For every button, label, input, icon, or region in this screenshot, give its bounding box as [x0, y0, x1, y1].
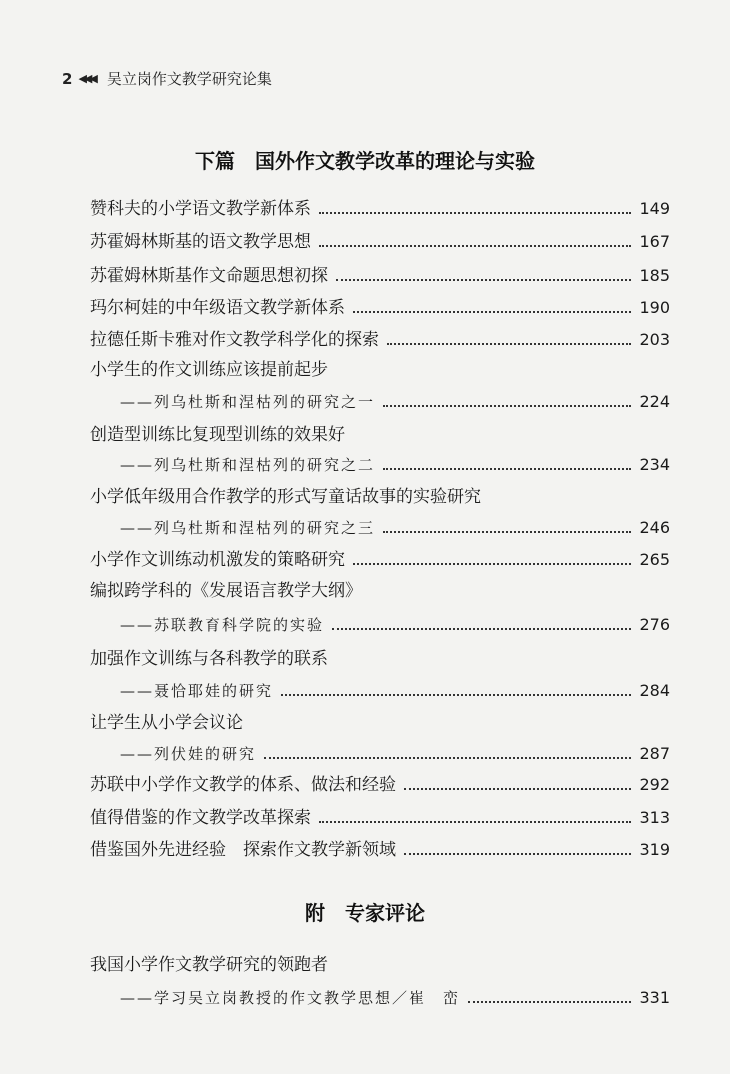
entry-page: 190	[639, 298, 670, 317]
entry-page: 284	[639, 681, 670, 700]
entry-subtitle: ——苏联教育科学院的实验	[120, 616, 325, 634]
entry-page: 265	[639, 550, 670, 569]
toc-subentry	[120, 983, 670, 1011]
entry-title: 苏霍姆林斯基的语文教学思想	[90, 232, 311, 252]
entry-title: 拉德任斯卡雅对作文教学科学化的探索	[90, 330, 379, 350]
toc-subentry	[120, 513, 670, 541]
entry-page: 149	[639, 199, 670, 218]
entry-page: 167	[639, 232, 670, 251]
dot-leader	[404, 853, 631, 855]
entry-page: 234	[639, 455, 670, 474]
entry-title: 编拟跨学科的《发展语言教学大纲》	[90, 581, 362, 601]
dot-leader	[264, 757, 631, 759]
book-title: 吴立岗作文教学研究论集	[106, 70, 272, 88]
dot-leader	[383, 405, 631, 407]
entry-page: 276	[639, 615, 670, 634]
dot-leader	[383, 531, 631, 533]
entry-page: 246	[639, 518, 670, 537]
entry-page: 319	[639, 840, 670, 859]
running-header	[62, 68, 272, 89]
dot-leader	[383, 468, 631, 470]
dot-leader	[404, 788, 631, 790]
entry-page: 224	[639, 392, 670, 411]
entry-title: 小学作文训练动机激发的策略研究	[90, 550, 345, 570]
entry-title: 值得借鉴的作文教学改革探索	[90, 808, 311, 828]
page-number: 2	[62, 69, 73, 88]
dot-leader	[387, 343, 631, 345]
toc-subentry	[120, 676, 670, 704]
entry-title: 让学生从小学会议论	[90, 713, 243, 733]
entry-subtitle: ——列伏娃的研究	[120, 745, 257, 763]
toc-entry	[90, 835, 670, 863]
toc-subentry	[120, 450, 670, 478]
dot-leader	[353, 563, 631, 565]
entry-page: 331	[639, 988, 670, 1007]
entry-title: 小学低年级用合作教学的形式写童话故事的实验研究	[90, 487, 481, 507]
dot-leader	[281, 694, 631, 696]
entry-title: 赞科夫的小学语文教学新体系	[90, 199, 311, 219]
arrows-icon: ◀◀◀	[78, 72, 95, 85]
dot-leader	[332, 628, 631, 630]
toc-subentry	[120, 387, 670, 415]
entry-title: 创造型训练比复现型训练的效果好	[90, 425, 345, 445]
entry-page: 203	[639, 330, 670, 349]
entry-subtitle: ——聂恰耶娃的研究	[120, 682, 274, 700]
dot-leader	[353, 311, 631, 313]
entry-subtitle: ——列乌杜斯和涅枯列的研究之三	[120, 519, 376, 537]
toc-entry	[90, 227, 670, 255]
dot-leader	[468, 1001, 631, 1003]
toc-entry	[90, 803, 670, 831]
entry-subtitle: ——列乌杜斯和涅枯列的研究之二	[120, 456, 376, 474]
dot-leader	[319, 245, 631, 247]
section-title-lower: 下篇 国外作文教学改革的理论与实验	[195, 149, 535, 173]
entry-page: 292	[639, 775, 670, 794]
dot-leader	[336, 279, 631, 281]
toc-entry	[90, 770, 670, 798]
toc-subentry	[120, 610, 670, 638]
entry-title: 小学生的作文训练应该提前起步	[90, 360, 328, 380]
entry-title: 玛尔柯娃的中年级语文教学新体系	[90, 298, 345, 318]
toc-entry	[90, 194, 670, 222]
entry-title: 借鉴国外先进经验 探索作文教学新领域	[90, 840, 396, 860]
toc-entry	[90, 325, 670, 353]
section-title-appendix: 附 专家评论	[305, 901, 425, 925]
toc-entry	[90, 545, 670, 573]
entry-page: 287	[639, 744, 670, 763]
toc-entry	[90, 261, 670, 289]
dot-leader	[319, 821, 631, 823]
toc-entry	[90, 293, 670, 321]
entry-title: 苏联中小学作文教学的体系、做法和经验	[90, 775, 396, 795]
entry-subtitle: ——学习吴立岗教授的作文教学思想／崔 峦	[120, 989, 461, 1007]
entry-subtitle: ——列乌杜斯和涅枯列的研究之一	[120, 393, 376, 411]
entry-title: 我国小学作文教学研究的领跑者	[90, 955, 328, 975]
entry-title: 加强作文训练与各科教学的联系	[90, 649, 328, 669]
toc-subentry	[120, 739, 670, 767]
entry-page: 185	[639, 266, 670, 285]
dot-leader	[319, 212, 631, 214]
entry-title: 苏霍姆林斯基作文命题思想初探	[90, 266, 328, 286]
entry-page: 313	[639, 808, 670, 827]
